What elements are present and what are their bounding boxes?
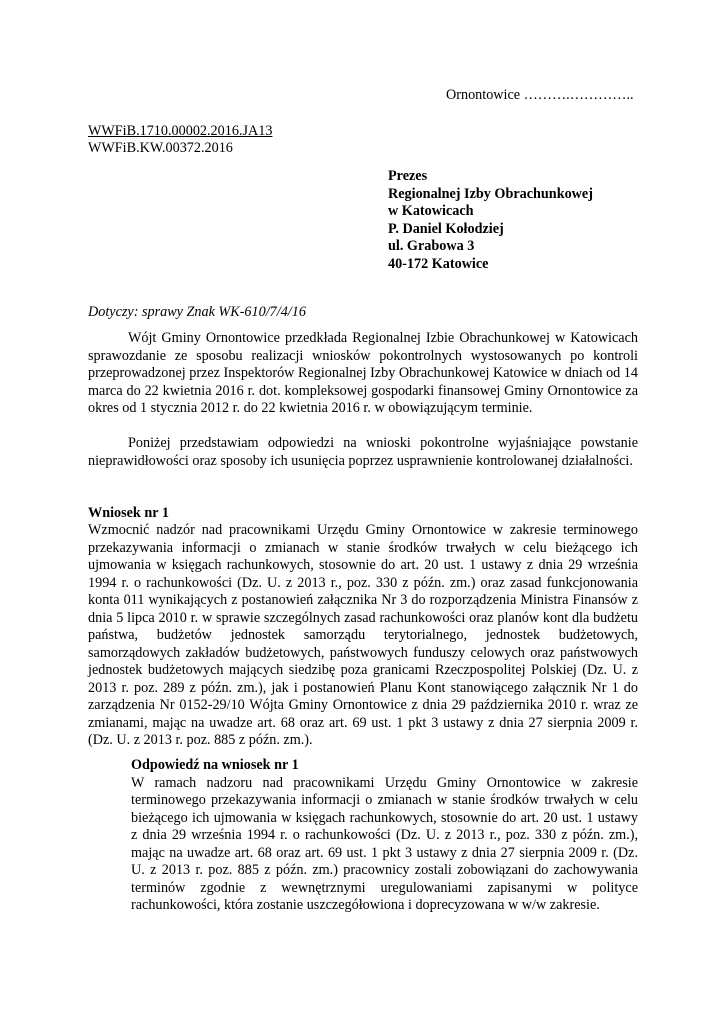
wniosek-1-title: Wniosek nr 1 (88, 505, 169, 521)
wniosek-1-text: Wzmocnić nadzór nad pracownikami Urzędu Gminy Ornontowice w zakresie terminowego przekazywania informacji o zmianach w stanie środków trwałych w celu bieżącego ich ujmowania w księgach rachunkowych, stosownie do art. 20 ust. 1 ustawy z dnia 29 września 1994 r. o rachunkowości (Dz. U. z 2013 r., poz. 330 z późn. zm.) oraz zasad funkcjonowania konta 011 wynikających z postanowień załącznika Nr 3 do rozporządzenia Ministra Finansów z dnia 5 lipca 2010 r. w sprawie szczególnych zasad rachunkowości oraz planów kont dla budżetu państwa, budżetów jednostek samorządu terytorialnego, jednostek budżetowych, samorządowych zakładów budżetowych, państwowych funduszy celowych oraz państwowych jednostek budżetowych mających siedzibę poza granicami Rzeczpospolitej Polskiej (Dz. U. z 2013 r. poz. 289 z późn. zm.), jak i postanowień Planu Kont stanowiącego załącznik Nr 1 do zarządzenia Nr 0152-29/10 Wójta Gminy Ornontowice z dnia 29 października 2010 r. wraz ze zmianami, mając na uwadze art. 68 oraz art. 69 ust. 1 pkt 3 ustawy z dnia 27 sierpnia 2009 r. (Dz. U. z 2013 r. poz. 885 z późn. zm.). (88, 522, 638, 748)
intro-paragraph (88, 330, 638, 418)
addressee-line: w Katowicach (388, 203, 474, 219)
reference-number-primary: WWFiB.1710.00002.2016.JA13 (88, 123, 273, 139)
addressee-block (388, 168, 593, 273)
addressee-line: Prezes (388, 168, 428, 184)
subject-line: Dotyczy: sprawy Znak WK-610/7/4/16 (88, 304, 306, 320)
reference-numbers (88, 123, 272, 157)
place-date: Ornontowice ……….………….. (446, 87, 634, 103)
reference-number-secondary: WWFiB.KW.00372.2016 (88, 140, 233, 156)
addressee-line: P. Daniel Kołodziej (388, 220, 504, 237)
odpowiedz-1-text: W ramach nadzoru nad pracownikami Urzędu Gminy Ornontowice w zakresie terminowego przekazywania informacji o zmianach w stanie środków trwałych w celu bieżącego ich ujmowania w księgach rachunkowych, stosownie do art. 20 ust. 1 ustawy z dnia 29 września 1994 r. o rachunkowości (Dz. U. z 2013 r., poz. 330 z późn. zm.), mając na uwadze art. 68 oraz art. 69 ust. 1 pkt 3 ustawy z dnia 27 sierpnia 2009 r. (Dz. U. z 2013 r. poz. 885 z późn. zm.) pracownicy zostali zobowiązani do zachowywania terminów zgodnie z wewnętrznymi uregulowaniami zapisanymi w polityce rachunkowości, która zostanie uszczegółowiona i doprecyzowana w w/w zakresie. (131, 774, 638, 913)
odpowiedz-1-title: Odpowiedź na wniosek nr 1 (131, 757, 299, 773)
intro-paragraph-text: Wójt Gminy Ornontowice przedkłada Regionalnej Izbie Obrachunkowej w Katowicach sprawozdanie ze sposobu realizacji wniosków pokontrolnych wystosowanych po kontroli przeprowadzonej przez Inspektorów Regionalnej Izby Obrachunkowej Katowice w dniach od 14 marca do 22 kwietnia 2016 r. dot. kompleksowej gospodarki finansowej Gminy Ornontowice za okres od 1 stycznia 2012 r. do 22 kwietnia 2016 r. w obowiązującym terminie. (88, 330, 638, 416)
second-paragraph (88, 435, 638, 470)
addressee-line: 40-172 Katowice (388, 255, 489, 272)
wniosek-1-body (88, 522, 638, 750)
addressee-line: ul. Grabowa 3 (388, 238, 475, 254)
addressee-line: Regionalnej Izby Obrachunkowej (388, 185, 593, 202)
second-paragraph-text: Poniżej przedstawiam odpowiedzi na wnioski pokontrolne wyjaśniające powstanie nieprawidłowości oraz sposoby ich usunięcia poprzez usprawnienie kontrolowanej działalności. (88, 435, 638, 469)
odpowiedz-1-section (131, 757, 638, 915)
